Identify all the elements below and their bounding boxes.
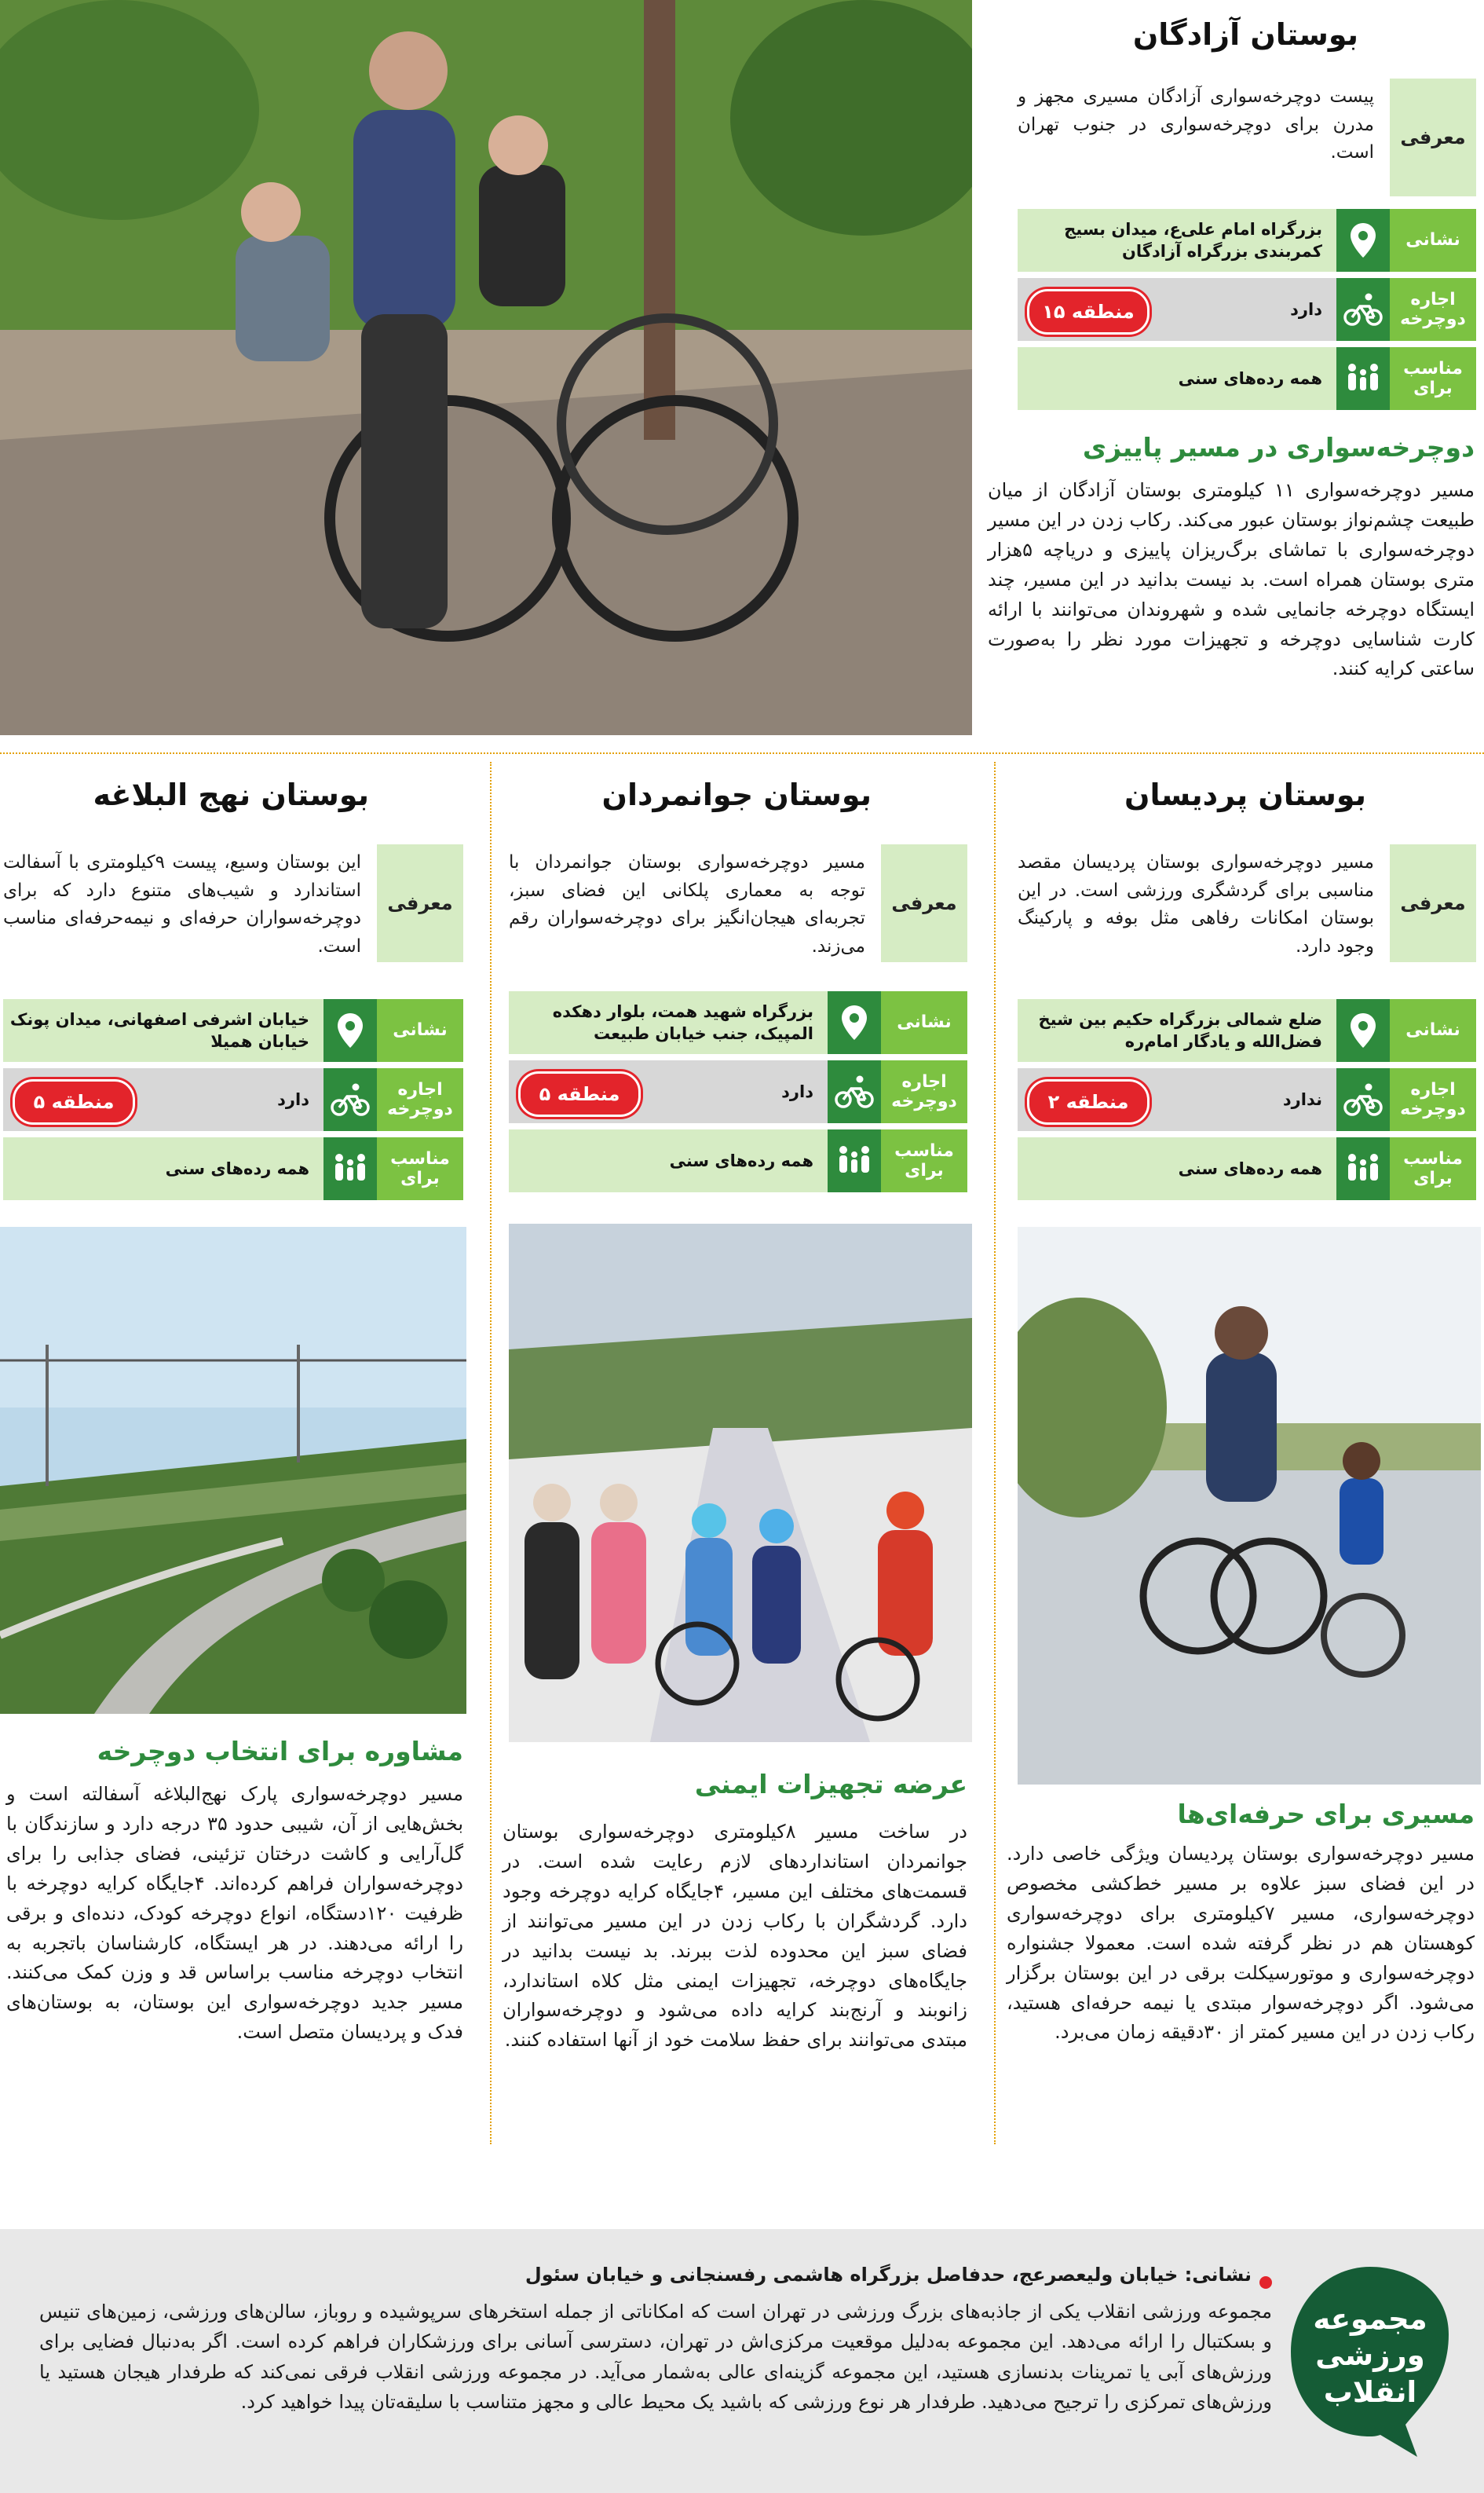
pardisan-subtitle: مسیری برای حرفه‌ای‌ها <box>1177 1799 1475 1829</box>
javanmardan-intro-text: مسیر دوچرخه‌سواری بوستان جوانمردان با توجه به معماری پلکانی این فضای سبز، تجربه‌ای هیجان‌انگیز برای دوچرخه‌سواران رقم می‌زند. <box>509 852 865 957</box>
family-cycling-photo <box>0 0 972 735</box>
pardisan-intro-text: مسیر دوچرخه‌سواری بوستان پردیسان مقصد مناسبی برای گردشگری ورزشی است. در این بوستان امکانات رفاهی مثل بوفه و پارکینگ وجود دارد. <box>1018 852 1374 957</box>
women-cycling-photo <box>509 1224 972 1742</box>
nahjolbalagheh-address: خیابان اشرفی اصفهانی، میدان پونک خیابان همیلا <box>3 999 323 1062</box>
family-icon <box>1336 347 1390 410</box>
nahjolbalagheh-suitable: همه رده‌های سنی <box>3 1137 323 1200</box>
bullet-dot-icon <box>1259 2276 1272 2289</box>
pardisan-suitable-row <box>1018 1137 1476 1200</box>
region-badge: منطقه ۵ <box>13 1079 135 1125</box>
nahjolbalagheh-address-row <box>3 999 463 1062</box>
suitable-label: مناسب برای <box>1390 1137 1476 1200</box>
azadegan-body: مسیر دوچرخه‌سواری ۱۱ کیلومتری بوستان آزادگان از میان طبیعت چشم‌نواز بوستان عبور می‌کند. رکاب زدن در این مسیر دوچرخه‌سواری با تماشای برگ‌ریزان پاییزی و دریاچه ۵هزار متری بوستان همراه است. بد نیست بدانید در این مسیر، چند ایستگاه دوچرخه جانمایی شده و شهروندان می‌توانند با ارائه کارت شناسایی دوچرخه و تجهیزات مورد نظر را به‌صورت ساعتی کرایه کنند. <box>988 479 1475 680</box>
javanmardan-address: بزرگراه شهید همت، بلوار دهکده المپیک، جنب خیابان طبیعت <box>509 991 828 1054</box>
location-pin-icon <box>323 999 377 1062</box>
nahjolbalagheh-rental: دارد <box>3 1068 323 1131</box>
section-divider <box>0 752 1484 754</box>
address-label: نشانی <box>1390 999 1476 1062</box>
javanmardan-intro <box>509 844 967 962</box>
suitable-label: مناسب برای <box>1390 347 1476 410</box>
enghelab-box <box>0 2229 1484 2493</box>
address-label: نشانی <box>881 991 967 1054</box>
intro-label: معرفی <box>1390 79 1476 196</box>
bicycle-icon <box>323 1068 377 1131</box>
region-badge: منطقه ۲ <box>1027 1079 1150 1125</box>
azadegan-suitable-row <box>1018 347 1476 410</box>
intro-label: معرفی <box>1390 844 1476 962</box>
suitable-label: مناسب برای <box>377 1137 463 1200</box>
region-badge: منطقه ۱۵ <box>1027 289 1150 335</box>
father-son-cycling-photo <box>1018 1227 1481 1785</box>
pardisan-address-row <box>1018 999 1476 1062</box>
javanmardan-title: بوستان جوانمردان <box>601 778 872 812</box>
javanmardan-rental: دارد <box>509 1060 828 1123</box>
azadegan-intro <box>1018 79 1476 196</box>
nahjolbalagheh-suitable-row <box>3 1137 463 1200</box>
azadegan-address-row <box>1018 209 1476 272</box>
pardisan-rental-row <box>1018 1068 1476 1131</box>
family-icon <box>1336 1137 1390 1200</box>
bicycle-icon <box>1336 278 1390 341</box>
pardisan-address: ضلع شمالی بزرگراه حکیم بین شیخ فضل‌الله و یادگار امام‌ره <box>1018 999 1336 1062</box>
column-divider <box>994 762 996 2144</box>
intro-label: معرفی <box>881 844 967 962</box>
address-label: نشانی <box>377 999 463 1062</box>
rental-label: اجاره دوچرخه <box>881 1060 967 1123</box>
address-label: نشانی <box>1390 209 1476 272</box>
enghelab-seal-text <box>1288 2301 1453 2411</box>
seal-line-3: انقلاب <box>1323 2374 1417 2409</box>
nahjolbalagheh-subtitle: مشاوره برای انتخاب دوچرخه <box>97 1736 463 1766</box>
location-pin-icon <box>828 991 881 1054</box>
bicycle-icon <box>828 1060 881 1123</box>
family-icon <box>828 1129 881 1192</box>
nahjolbalagheh-body: مسیر دوچرخه‌سواری پارک نهج‌البلاغه آسفالته است و بخش‌هایی از آن، شیبی حدود ۳۵ درجه دارد و سازندگان با گل‌آرایی و کاشت درختان تزئینی، فضای جذابی را برای دوچرخه‌سواران فراهم کرده‌اند. ۴جایگاه کرایه دوچرخه با ظرفیت ۱۲۰دستگاه، انواع دوچرخه کودک، دنده‌ای و برقی را ارائه می‌دهند. در هر ایستگاه، کارشناسان باتجربه به انتخاب دوچرخه مناسب براساس قد و وزن کمک می‌کنند. مسیر جدید دوچرخه‌سواری این بوستان، به بوستان‌های فدک و پردیسان متصل است. <box>6 1783 464 2044</box>
azadegan-title: بوستان آزادگان <box>1132 17 1358 52</box>
azadegan-rental: دارد <box>1018 278 1336 341</box>
nahjolbalagheh-title: بوستان نهج البلاغه <box>93 778 369 812</box>
javanmardan-rental-row <box>509 1060 967 1123</box>
park-aerial-photo <box>0 1227 466 1714</box>
javanmardan-address-row <box>509 991 967 1054</box>
bicycle-icon <box>1336 1068 1390 1131</box>
seal-line-2: ورزشی <box>1315 2338 1425 2373</box>
azadegan-suitable: همه رده‌های سنی <box>1018 347 1336 410</box>
javanmardan-suitable: همه رده‌های سنی <box>509 1129 828 1192</box>
pardisan-suitable: همه رده‌های سنی <box>1018 1137 1336 1200</box>
location-pin-icon <box>1336 999 1390 1062</box>
intro-label: معرفی <box>377 844 463 962</box>
region-badge: منطقه ۵ <box>518 1071 641 1117</box>
rental-label: اجاره دوچرخه <box>377 1068 463 1131</box>
enghelab-address: نشانی: خیابان ولیعصر‌عج، حدفاصل بزرگراه هاشمی رفسنجانی و خیابان سئول <box>525 2264 1252 2286</box>
nahjolbalagheh-rental-row <box>3 1068 463 1131</box>
azadegan-address: بزرگراه امام علی‌ع، میدان بسیج کمربندی بزرگراه آزادگان <box>1018 209 1336 272</box>
azadegan-rental-row <box>1018 278 1476 341</box>
pardisan-intro <box>1018 844 1476 962</box>
pardisan-rental: ندارد <box>1018 1068 1336 1131</box>
rental-label: اجاره دوچرخه <box>1390 1068 1476 1131</box>
location-pin-icon <box>1336 209 1390 272</box>
enghelab-body: مجموعه ورزشی انقلاب یکی از جاذبه‌های بزرگ ورزشی در تهران است که امکاناتی از جمله استخرهای سرپوشیده و روباز، سالن‌های ورزشی، زمین‌های تنیس و بسکتبال را ارائه می‌دهد. این مجموعه به‌دلیل موقعیت مرکزی‌اش در تهران، دسترسی آسانی برای ورزشکاران فراهم کرده است. اگر به‌دنبال فضایی برای ورزش‌های آبی یا تمرینات بدنسازی هستید، این مجموعه گزینه‌ای عالی به‌شمار می‌آید. در مجموعه ورزشی انقلاب فرقی نمی‌کند که طرفدار هیجان هستید یا ورزش‌های تمرکزی را ترجیح می‌دهید. طرفدار هر نوع ورزشی که باشید یک محیط عالی و مجهز متناسب با سلیقه‌تان پیدا خواهید کرد. <box>39 2301 1272 2414</box>
azadegan-subtitle: دوچرخه‌سواری در مسیر پاییزی <box>1082 432 1475 463</box>
pardisan-body: مسیر دوچرخه‌سواری بوستان پردیسان ویژگی خاصی دارد. در این فضای سبز علاوه بر مسیر خط‌کشی مخصوص دوچرخه‌سواری، مسیر ۷کیلومتری برای دوچرخه‌سواری کوهستان هم در نظر گرفته شده است. معمولا جشنواره دوچرخه‌سواری و موتورسیکلت برقی در این بوستان برگزار می‌شود. اگر دوچرخه‌سوار مبتدی یا نیمه حرفه‌ای هستید، رکاب زدن در این مسیر کمتر از ۳۰دقیقه زمان می‌برد. <box>1007 1843 1475 2044</box>
javanmardan-body: در ساخت مسیر ۸کیلومتری دوچرخه‌سواری بوستان جوانمردان استانداردهای لازم رعایت شده است. در قسمت‌های مختلف این مسیر، ۴جایگاه کرایه دوچرخه وجود دارد. گردشگران با رکاب زدن در این مسیر می‌توانند از فضای سبز این محدوده لذت ببرند. بد نیست بدانید در جایگاه‌های دوچرخه، تجهیزات ایمنی مثل کلاه استاندارد، زانوبند و آرنج‌بند کرایه داده می‌شود و دوچرخه‌سواران مبتدی می‌توانند برای حفظ سلامت خود از آنها استفاده کنند. <box>503 1821 967 2052</box>
azadegan-intro-text: پیست دوچرخه‌سواری آزادگان مسیری مجهز و مدرن برای دوچرخه‌سواری در جنوب تهران است. <box>1018 86 1374 163</box>
suitable-label: مناسب برای <box>881 1129 967 1192</box>
nahjolbalagheh-intro <box>3 844 463 962</box>
seal-line-1: مجموعه <box>1313 2302 1427 2336</box>
javanmardan-suitable-row <box>509 1129 967 1192</box>
family-icon <box>323 1137 377 1200</box>
nahjolbalagheh-intro-text: این بوستان وسیع، پیست ۹کیلومتری با آسفالت استاندارد و شیب‌های متنوع دارد که برای دوچرخه‌سواران حرفه‌ای و نیمه‌حرفه‌ای مناسب است. <box>3 852 361 957</box>
column-divider <box>490 762 492 2144</box>
javanmardan-subtitle: عرضه تجهیزات ایمنی <box>694 1769 967 1799</box>
rental-label: اجاره دوچرخه <box>1390 278 1476 341</box>
pardisan-title: بوستان پردیسان <box>1124 778 1366 812</box>
